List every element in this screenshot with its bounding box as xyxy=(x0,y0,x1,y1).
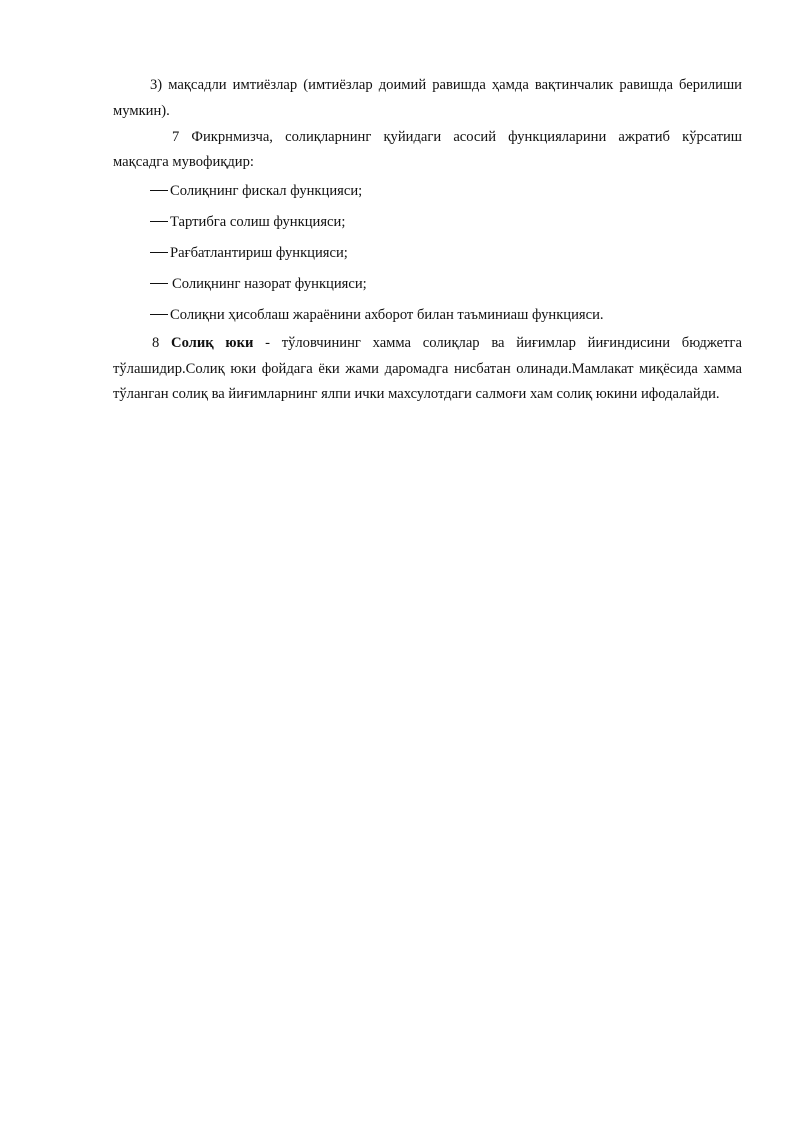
paragraph-8-line-3: тўланган солиқ ва йиғимларнинг ялпи ички махсулотдаги салмоғи хам солиқ юкини ифодалайди. xyxy=(113,386,720,402)
dash-bullet-icon xyxy=(150,252,168,253)
paragraph-3-line-2: мумкин). xyxy=(113,103,170,119)
list-item-text: Рағбатлантириш функцияси; xyxy=(170,245,348,261)
dash-bullet-icon xyxy=(150,314,168,315)
paragraph-8-number: 8 xyxy=(152,335,160,351)
list-item xyxy=(150,182,362,200)
dash-bullet-icon xyxy=(150,190,168,191)
dash-bullet-icon xyxy=(150,283,168,284)
list-item xyxy=(150,306,604,324)
list-item xyxy=(150,213,345,231)
list-item xyxy=(150,275,367,293)
list-item xyxy=(150,244,348,262)
paragraph-3-line-1: 3) мақсадли имтиёзлар (имтиёзлар доимий равишда ҳамда вақтинчалик равишда берилиши xyxy=(150,77,742,93)
list-item-text: Солиқнинг назорат функцияси; xyxy=(172,276,367,292)
list-item-text: Солиқнинг фискал функцияси; xyxy=(170,183,363,199)
paragraph-7-line-1: 7 Фикрнмизча, солиқларнинг қуйидаги асосий функцияларини ажратиб кўрсатиш xyxy=(172,129,742,145)
paragraph-8-line-1-rest: - тўловчининг хамма солиқлар ва йиғимлар йиғиндисини бюджетга xyxy=(265,335,742,351)
list-item-text: Солиқни ҳисоблаш жараёнини ахборот билан таъминиаш функцияси. xyxy=(170,307,604,323)
paragraph-7-line-2: мақсадга мувофиқдир: xyxy=(113,154,254,170)
paragraph-8-line-1 xyxy=(152,334,742,352)
list-item-text: Тартибга солиш функцияси; xyxy=(170,214,346,230)
dash-bullet-icon xyxy=(150,221,168,222)
paragraph-8-line-2: тўлашидир.Солиқ юки фойдага ёки жами даромадга нисбатан олинади.Мамлакат миқёсида хамма xyxy=(113,361,742,377)
tax-burden-term: Солиқ юки xyxy=(171,335,254,351)
